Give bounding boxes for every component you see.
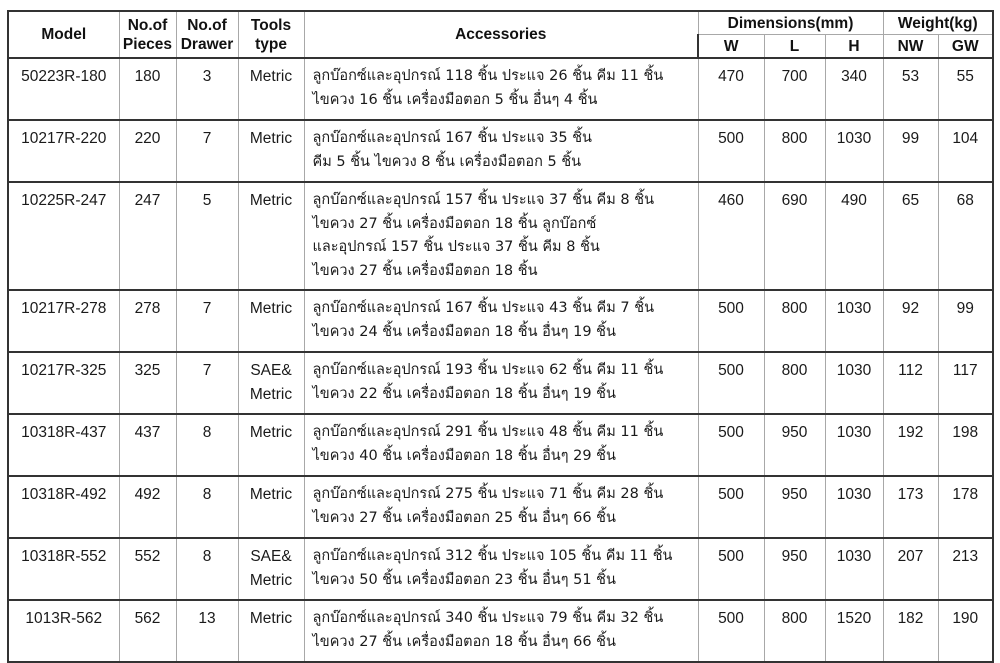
- cell-dim-h: 340: [825, 58, 883, 120]
- cell-drawer: 7: [176, 120, 238, 182]
- cell-gw: 68: [938, 182, 993, 290]
- accessories-line: ลูกบ๊อกซ์และอุปกรณ์ 157 ชิ้น ประแจ 37 ชิ้น คีม 8 ชิ้น: [312, 192, 655, 208]
- tools-type-line: SAE&: [250, 548, 292, 565]
- cell-gw: 190: [938, 600, 993, 662]
- accessories-line: คีม 5 ชิ้น ไขควง 8 ชิ้น เครื่องมือตอก 5 ชิ้น: [312, 153, 582, 170]
- cell-pieces: 552: [119, 538, 176, 600]
- cell-accessories: [304, 120, 698, 182]
- cell-tools-type: [238, 476, 304, 538]
- cell-nw: 112: [883, 352, 938, 414]
- table-row: [8, 290, 993, 352]
- accessories-line: ไขควง 27 ชิ้น เครื่องมือตอก 18 ชิ้น ลูกบ๊อกซ์: [312, 215, 597, 232]
- accessories-line: ไขควง 40 ชิ้น เครื่องมือตอก 18 ชิ้น อื่นๆ 29 ชิ้น: [312, 447, 616, 464]
- header-weight: Weight(kg): [883, 11, 993, 35]
- accessories-line: และอุปกรณ์ 157 ชิ้น ประแจ 37 ชิ้น คีม 8 ชิ้น: [312, 239, 600, 255]
- tools-type-line: SAE&: [250, 362, 292, 379]
- header-dim-h: H: [825, 35, 883, 59]
- cell-model: 10217R-278: [8, 290, 119, 352]
- accessories-line: ลูกบ๊อกซ์และอุปกรณ์ 275 ชิ้น ประแจ 71 ชิ้น คีม 28 ชิ้น: [312, 486, 664, 502]
- cell-dim-l: 690: [764, 182, 825, 290]
- cell-pieces: 278: [119, 290, 176, 352]
- cell-dim-w: 500: [698, 476, 764, 538]
- header-dim-l: L: [764, 35, 825, 59]
- cell-tools-type: [238, 120, 304, 182]
- cell-dim-l: 800: [764, 120, 825, 182]
- cell-gw: 213: [938, 538, 993, 600]
- tools-type-line: Metric: [249, 610, 293, 627]
- cell-drawer: 8: [176, 538, 238, 600]
- cell-pieces: 180: [119, 58, 176, 120]
- header-pieces-line2: Pieces: [122, 35, 173, 53]
- tools-type-line: Metric: [249, 424, 293, 441]
- cell-nw: 207: [883, 538, 938, 600]
- cell-model: 10318R-437: [8, 414, 119, 476]
- cell-gw: 117: [938, 352, 993, 414]
- cell-dim-w: 460: [698, 182, 764, 290]
- cell-accessories: [304, 538, 698, 600]
- header-nw: NW: [883, 35, 938, 59]
- cell-dim-l: 950: [764, 414, 825, 476]
- header-model: Model: [8, 11, 119, 58]
- header-accessories: Accessories: [304, 11, 698, 58]
- header-pieces-line1: No.of: [127, 16, 168, 34]
- cell-pieces: 437: [119, 414, 176, 476]
- cell-tools-type: [238, 600, 304, 662]
- cell-dim-w: 500: [698, 352, 764, 414]
- header-drawer: [176, 11, 238, 58]
- cell-dim-h: 1030: [825, 538, 883, 600]
- header-tools-type-line2: type: [255, 35, 287, 53]
- cell-model: 1013R-562: [8, 600, 119, 662]
- cell-accessories: [304, 58, 698, 120]
- accessories-line: ไขควง 16 ชิ้น เครื่องมือตอก 5 ชิ้น อื่นๆ 4 ชิ้น: [312, 91, 598, 108]
- cell-drawer: 7: [176, 290, 238, 352]
- cell-gw: 178: [938, 476, 993, 538]
- cell-drawer: 7: [176, 352, 238, 414]
- tools-type-line: Metric: [249, 486, 293, 503]
- table-header: [8, 11, 993, 58]
- table-row: [8, 352, 993, 414]
- cell-dim-w: 500: [698, 414, 764, 476]
- accessories-line: ลูกบ๊อกซ์และอุปกรณ์ 340 ชิ้น ประแจ 79 ชิ้น คีม 32 ชิ้น: [312, 610, 664, 626]
- cell-gw: 55: [938, 58, 993, 120]
- header-gw: GW: [938, 35, 993, 59]
- header-dimensions: Dimensions(mm): [698, 11, 883, 35]
- accessories-line: ลูกบ๊อกซ์และอุปกรณ์ 312 ชิ้น ประแจ 105 ชิ้น คีม 11 ชิ้น: [312, 548, 673, 564]
- cell-dim-h: 1520: [825, 600, 883, 662]
- cell-tools-type: [238, 58, 304, 120]
- cell-nw: 173: [883, 476, 938, 538]
- cell-tools-type: [238, 290, 304, 352]
- cell-model: 10318R-492: [8, 476, 119, 538]
- cell-dim-h: 1030: [825, 476, 883, 538]
- header-drawer-line2: Drawer: [180, 35, 234, 53]
- accessories-line: ลูกบ๊อกซ์และอุปกรณ์ 193 ชิ้น ประแจ 62 ชิ้น คีม 11 ชิ้น: [312, 362, 664, 378]
- cell-nw: 92: [883, 290, 938, 352]
- cell-tools-type: [238, 414, 304, 476]
- cell-pieces: 247: [119, 182, 176, 290]
- cell-pieces: 325: [119, 352, 176, 414]
- cell-dim-h: 1030: [825, 290, 883, 352]
- cell-accessories: [304, 476, 698, 538]
- table-body: [8, 58, 993, 662]
- cell-model: 10318R-552: [8, 538, 119, 600]
- tools-type-line: Metric: [249, 385, 293, 403]
- cell-nw: 65: [883, 182, 938, 290]
- accessories-line: ไขควง 50 ชิ้น เครื่องมือตอก 23 ชิ้น อื่นๆ 51 ชิ้น: [312, 571, 616, 588]
- cell-dim-w: 470: [698, 58, 764, 120]
- cell-accessories: [304, 352, 698, 414]
- table-row: [8, 414, 993, 476]
- cell-model: 10217R-220: [8, 120, 119, 182]
- header-drawer-line1: No.of: [187, 16, 227, 34]
- cell-dim-h: 1030: [825, 120, 883, 182]
- header-tools-type: [238, 11, 304, 58]
- table-row: [8, 120, 993, 182]
- cell-tools-type: [238, 538, 304, 600]
- cell-dim-h: 490: [825, 182, 883, 290]
- tools-type-line: Metric: [249, 130, 293, 147]
- spec-table: [7, 10, 994, 663]
- cell-dim-l: 700: [764, 58, 825, 120]
- cell-gw: 104: [938, 120, 993, 182]
- cell-accessories: [304, 182, 698, 290]
- cell-tools-type: [238, 182, 304, 290]
- cell-model: 10217R-325: [8, 352, 119, 414]
- header-tools-type-line1: Tools: [250, 16, 292, 34]
- cell-tools-type: [238, 352, 304, 414]
- header-pieces: [119, 11, 176, 58]
- cell-dim-w: 500: [698, 538, 764, 600]
- tools-type-line: Metric: [249, 571, 293, 589]
- cell-nw: 182: [883, 600, 938, 662]
- table-row: [8, 600, 993, 662]
- cell-accessories: [304, 600, 698, 662]
- header-dim-w: W: [698, 35, 764, 59]
- accessories-line: ลูกบ๊อกซ์และอุปกรณ์ 167 ชิ้น ประแจ 43 ชิ้น คีม 7 ชิ้น: [312, 300, 655, 316]
- cell-accessories: [304, 290, 698, 352]
- cell-dim-h: 1030: [825, 352, 883, 414]
- cell-drawer: 8: [176, 476, 238, 538]
- accessories-line: ไขควง 24 ชิ้น เครื่องมือตอก 18 ชิ้น อื่นๆ 19 ชิ้น: [312, 323, 616, 340]
- accessories-line: ไขควง 27 ชิ้น เครื่องมือตอก 18 ชิ้น: [312, 262, 538, 279]
- cell-drawer: 3: [176, 58, 238, 120]
- accessories-line: ไขควง 27 ชิ้น เครื่องมือตอก 25 ชิ้น อื่นๆ 66 ชิ้น: [312, 509, 616, 526]
- accessories-line: ลูกบ๊อกซ์และอุปกรณ์ 167 ชิ้น ประแจ 35 ชิ้น: [312, 130, 592, 146]
- cell-drawer: 8: [176, 414, 238, 476]
- tools-type-line: Metric: [249, 300, 293, 317]
- cell-dim-l: 950: [764, 476, 825, 538]
- cell-dim-l: 950: [764, 538, 825, 600]
- cell-dim-l: 800: [764, 600, 825, 662]
- cell-dim-l: 800: [764, 352, 825, 414]
- cell-gw: 99: [938, 290, 993, 352]
- cell-pieces: 492: [119, 476, 176, 538]
- tools-type-line: Metric: [249, 192, 293, 209]
- cell-pieces: 562: [119, 600, 176, 662]
- cell-pieces: 220: [119, 120, 176, 182]
- cell-dim-w: 500: [698, 120, 764, 182]
- cell-nw: 53: [883, 58, 938, 120]
- tools-type-line: Metric: [249, 68, 293, 85]
- cell-drawer: 13: [176, 600, 238, 662]
- accessories-line: ไขควง 27 ชิ้น เครื่องมือตอก 18 ชิ้น อื่นๆ 66 ชิ้น: [312, 633, 616, 650]
- cell-nw: 99: [883, 120, 938, 182]
- cell-dim-w: 500: [698, 290, 764, 352]
- table-row: [8, 476, 993, 538]
- table-row: [8, 182, 993, 290]
- cell-model: 50223R-180: [8, 58, 119, 120]
- cell-drawer: 5: [176, 182, 238, 290]
- accessories-line: ไขควง 22 ชิ้น เครื่องมือตอก 18 ชิ้น อื่นๆ 19 ชิ้น: [312, 385, 616, 402]
- cell-gw: 198: [938, 414, 993, 476]
- cell-dim-h: 1030: [825, 414, 883, 476]
- cell-dim-w: 500: [698, 600, 764, 662]
- cell-dim-l: 800: [764, 290, 825, 352]
- cell-model: 10225R-247: [8, 182, 119, 290]
- cell-nw: 192: [883, 414, 938, 476]
- table-row: [8, 538, 993, 600]
- cell-accessories: [304, 414, 698, 476]
- accessories-line: ลูกบ๊อกซ์และอุปกรณ์ 291 ชิ้น ประแจ 48 ชิ้น คีม 11 ชิ้น: [312, 424, 664, 440]
- accessories-line: ลูกบ๊อกซ์และอุปกรณ์ 118 ชิ้น ประแจ 26 ชิ้น คีม 11 ชิ้น: [312, 68, 664, 84]
- table-row: [8, 58, 993, 120]
